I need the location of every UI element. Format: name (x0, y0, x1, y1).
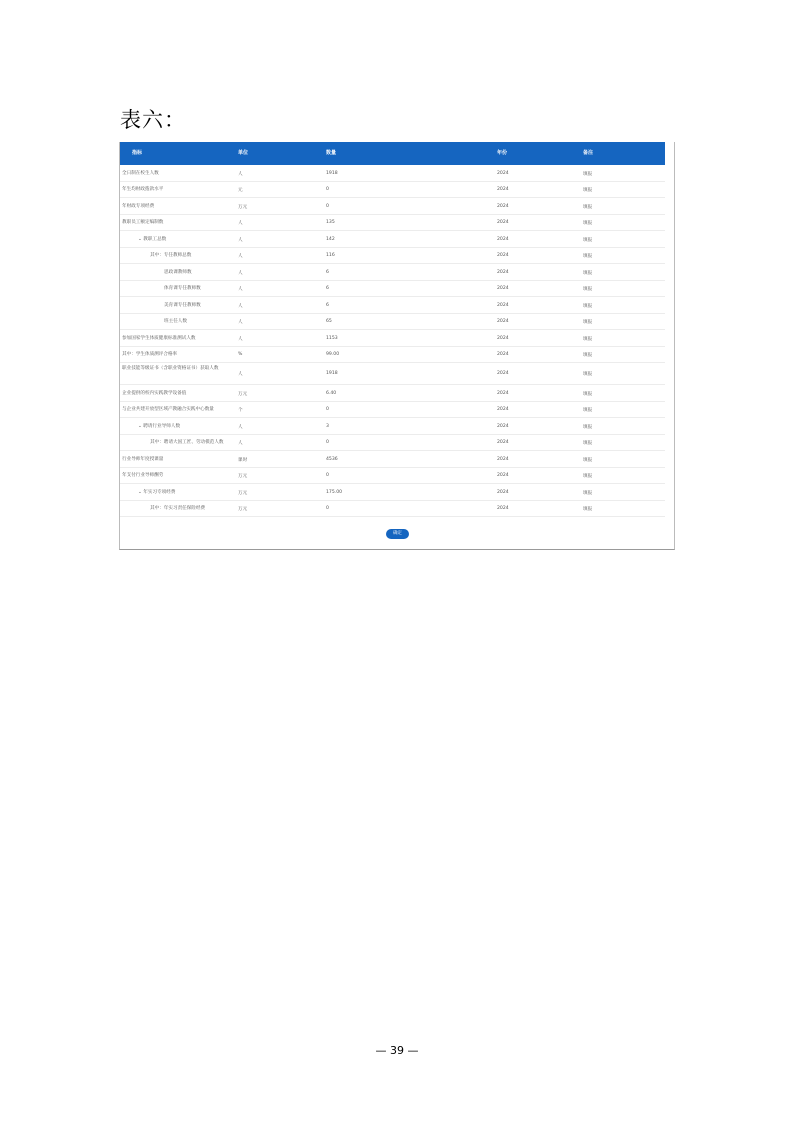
row-year: 2024 (497, 335, 509, 341)
row-value: 4536 (326, 456, 338, 462)
row-value: 1918 (326, 170, 338, 176)
row-remark: 填报 (583, 474, 593, 479)
row-indicator: ⌄ 年实习专项经费 (138, 489, 176, 495)
row-unit: 人 (238, 254, 243, 259)
row-unit: 人 (238, 320, 243, 325)
row-indicator: 其中：学生体质测评合格率 (122, 352, 178, 357)
table-row (120, 484, 665, 501)
row-remark: 填报 (583, 237, 593, 243)
row-year: 2024 (497, 269, 509, 275)
row-unit: 人 (238, 424, 243, 430)
row-remark: 填报 (583, 188, 593, 193)
row-unit: 万元 (238, 391, 248, 397)
row-indicator: 教职员工额定编制数 (122, 220, 164, 225)
row-remark: 填报 (583, 254, 593, 259)
row-value: 0 (326, 187, 329, 192)
table-row (120, 330, 665, 347)
row-remark: 填报 (583, 408, 593, 413)
table-row (120, 215, 665, 232)
row-unit: 万元 (238, 474, 248, 479)
row-remark: 填报 (583, 424, 593, 430)
table-row (120, 281, 665, 298)
row-indicator: ⌄ 聘请行业导师人数 (138, 423, 181, 429)
row-remark: 填报 (583, 441, 593, 446)
table-row (120, 297, 665, 314)
table-row (120, 347, 665, 364)
row-indicator: 与企业共建开放型区域产教融合实践中心数量 (122, 407, 214, 412)
row-indicator: 企业提供的校内实践教学设备值 (122, 390, 187, 396)
row-remark: 填报 (583, 171, 593, 177)
row-year: 2024 (497, 187, 509, 192)
row-value: 0 (326, 203, 329, 209)
row-remark: 填报 (583, 270, 593, 276)
row-value: 1153 (326, 335, 338, 341)
row-indicator: 行业导师年度授课量 (122, 456, 164, 462)
row-value: 1918 (326, 371, 338, 376)
row-year: 2024 (497, 203, 509, 209)
row-value: 0 (326, 407, 329, 412)
row-remark: 填报 (583, 221, 593, 226)
table-heading: 表六： (120, 108, 186, 132)
row-year: 2024 (497, 407, 509, 412)
row-indicator: 年财政专项经费 (122, 203, 155, 209)
confirm-button[interactable]: 确定 (386, 529, 409, 539)
table-row (120, 385, 665, 402)
col-value: 数量 (326, 150, 337, 156)
table-row (120, 248, 665, 265)
row-unit: 人 (238, 372, 243, 377)
row-indicator: 思政课教师数 (164, 269, 192, 275)
row-unit: 人 (238, 221, 243, 226)
col-indicator: 指标 (132, 150, 143, 156)
row-unit: 万元 (238, 490, 248, 496)
row-indicator: 班主任人数 (164, 319, 187, 324)
row-year: 2024 (497, 473, 509, 478)
row-unit: 人 (238, 171, 243, 177)
table-body (120, 165, 665, 517)
table-row (120, 435, 665, 452)
row-unit: 人 (238, 287, 243, 292)
row-unit: 万元 (238, 507, 248, 512)
table-row (120, 182, 665, 199)
row-indicator: 参加国家学生体质健康标准测试人数 (122, 335, 196, 341)
row-unit: 元 (238, 188, 243, 193)
row-year: 2024 (497, 253, 509, 258)
row-remark: 填报 (583, 303, 593, 309)
row-year: 2024 (497, 390, 509, 396)
table-row (120, 264, 665, 281)
col-year: 年份 (497, 150, 508, 156)
row-value: 0 (326, 473, 329, 478)
row-remark: 填报 (583, 391, 593, 397)
row-indicator: 体育课专任教师数 (164, 286, 201, 291)
row-indicator: 美育课专任教师数 (164, 302, 201, 308)
row-unit: 人 (238, 237, 243, 243)
row-year: 2024 (497, 302, 509, 308)
row-unit: 人 (238, 336, 243, 342)
row-unit: 人 (238, 303, 243, 309)
row-indicator: 其中：年实习责任保险经费 (150, 506, 206, 511)
row-indicator: 职业技能等级证书（含职业资格证书）获取人数 (122, 366, 219, 371)
row-value: 142 (326, 236, 335, 242)
table-row (120, 231, 665, 248)
table-row (120, 402, 665, 419)
table-row (120, 468, 665, 485)
table-row (120, 198, 665, 215)
row-value: 6 (326, 302, 329, 308)
row-value: 6.40 (326, 390, 337, 396)
row-year: 2024 (497, 440, 509, 445)
row-year: 2024 (497, 220, 509, 225)
table-header (120, 142, 665, 165)
row-unit: % (238, 352, 243, 357)
row-remark: 填报 (583, 353, 593, 358)
row-remark: 填报 (583, 204, 593, 210)
row-unit: 人 (238, 441, 243, 446)
col-unit: 单位 (238, 150, 249, 156)
row-value: 175.00 (326, 489, 343, 495)
table-row (120, 418, 665, 435)
row-value: 6 (326, 286, 329, 291)
row-year: 2024 (497, 506, 509, 511)
row-year: 2024 (497, 170, 509, 176)
row-value: 99.00 (326, 352, 340, 357)
row-indicator: 年生均财政拨款水平 (122, 187, 164, 192)
row-year: 2024 (497, 319, 509, 324)
row-indicator: 其中：聘请大国工匠、劳动模范人数 (150, 440, 224, 445)
screenshot-frame (119, 142, 675, 550)
row-indicator: 全日制在校生人数 (122, 170, 159, 176)
page-number: — 39 — (375, 1044, 419, 1057)
row-value: 65 (326, 319, 332, 324)
row-remark: 填报 (583, 490, 593, 496)
row-value: 3 (326, 423, 329, 429)
row-year: 2024 (497, 371, 509, 376)
row-unit: 个 (238, 408, 243, 413)
table-row (120, 314, 665, 331)
row-value: 135 (326, 220, 335, 225)
row-value: 6 (326, 269, 329, 275)
row-year: 2024 (497, 456, 509, 462)
table-row (120, 451, 665, 468)
row-year: 2024 (497, 286, 509, 291)
row-unit: 课时 (238, 457, 248, 463)
table-row (120, 165, 665, 182)
row-value: 116 (326, 253, 335, 258)
row-remark: 填报 (583, 336, 593, 342)
row-unit: 人 (238, 270, 243, 276)
row-remark: 填报 (583, 320, 593, 325)
table-row (120, 363, 665, 385)
row-indicator: ⌄ 教职工总数 (138, 236, 167, 242)
row-remark: 填报 (583, 457, 593, 463)
row-value: 0 (326, 440, 329, 445)
row-year: 2024 (497, 236, 509, 242)
row-year: 2024 (497, 352, 509, 357)
col-remark: 备注 (583, 150, 594, 156)
row-year: 2024 (497, 489, 509, 495)
table-row (120, 501, 665, 518)
row-indicator: 年支付行业导师酬劳 (122, 473, 164, 478)
row-remark: 填报 (583, 372, 593, 377)
row-indicator: 其中：专任教师总数 (150, 253, 192, 258)
row-remark: 填报 (583, 287, 593, 292)
row-unit: 万元 (238, 204, 248, 210)
row-year: 2024 (497, 423, 509, 429)
row-value: 0 (326, 506, 329, 511)
row-remark: 填报 (583, 507, 593, 512)
